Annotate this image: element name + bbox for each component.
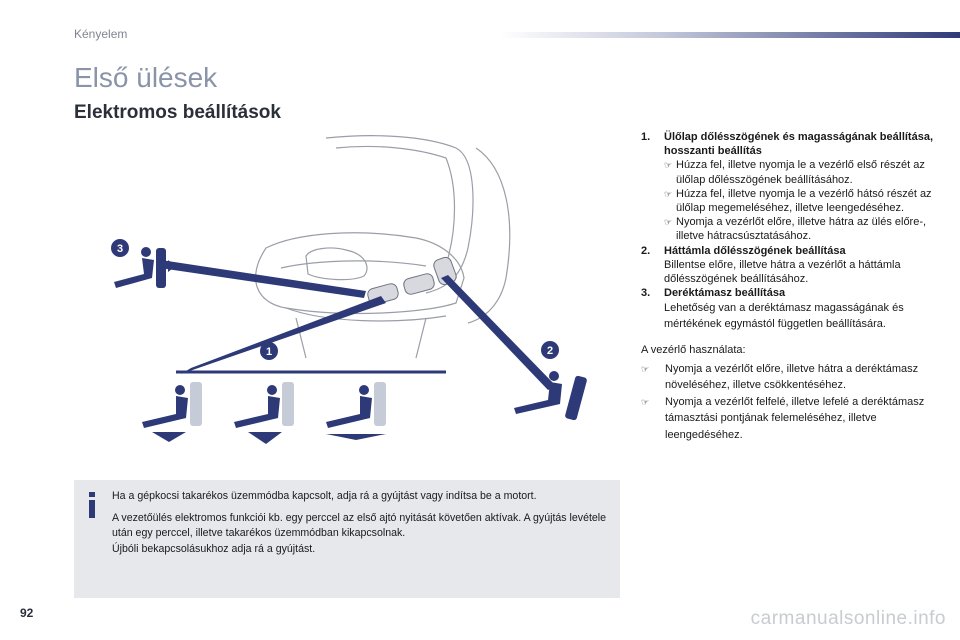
usage-intro: A vezérlő használata: — [641, 344, 746, 357]
seat-cushion-pictogram-2-icon — [234, 382, 294, 444]
svg-text:2: 2 — [546, 345, 554, 357]
usage-bullet: ☞ Nyomja a vezérlőt előre, illetve hátra a deréktámasz növeléséhez, illetve csökkentéséhez. — [641, 361, 941, 394]
item-number: 1. — [641, 131, 651, 143]
watermark: carmanualsonline.info — [750, 608, 946, 629]
item-heading: Ülőlap dőlésszögének és magasságának beállítása, hosszanti beállítás — [664, 131, 934, 158]
item-text: Lehetőség van a deréktámasz magasságának és mértékének egymástól független beállítására. — [664, 302, 904, 331]
callout-2 — [541, 341, 559, 359]
bullet: ☞ Húzza fel, illetve nyomja le a vezérlő első részét az ülőlap dőlésszögének beállításához. — [664, 158, 941, 186]
section-header: Kényelem — [74, 27, 128, 41]
seat-drawing — [256, 136, 510, 358]
seat-cushion-pictogram-3-icon — [326, 382, 386, 440]
info-paragraph: Ha a gépkocsi takarékos üzemmódba kapcsolt, adja rá a gyújtást vagy indítsa be a motort. — [112, 490, 537, 502]
instructions-column — [641, 130, 941, 443]
page-number: 92 — [20, 606, 34, 620]
seat-cushion-pictogram-1-icon — [142, 382, 202, 442]
header-gradient-bar — [500, 32, 960, 38]
seat-controls-illustration — [96, 128, 616, 448]
item-number: 2. — [641, 244, 651, 257]
info-paragraph: A vezetőülés elektromos funkciói kb. egy perccel az első ajtó nyitását követően aktívak. A gyújtás levétele után egy perccel, illetve takarékos üzemmódban kikapcsolnak. — [112, 511, 607, 540]
svg-text:3: 3 — [116, 243, 124, 255]
item-number: 3. — [641, 287, 651, 300]
instruction-item-2 — [641, 244, 941, 287]
page-title: Első ülések — [74, 62, 218, 93]
info-icon — [86, 492, 98, 518]
item-text: Billentse előre, illetve hátra a vezérlőt a háttámla dőlésszögének beállításához. — [664, 258, 901, 286]
instruction-item-3 — [641, 286, 941, 332]
svg-text:1: 1 — [265, 346, 273, 358]
item-heading: Háttámla dőlésszögének beállítása — [664, 244, 846, 257]
instruction-item-1 — [641, 130, 941, 244]
item-heading: Deréktámasz beállítása — [664, 287, 786, 300]
backrest-pictogram-icon — [514, 371, 587, 421]
usage-section — [641, 342, 941, 443]
info-text — [112, 489, 608, 563]
callout-3 — [111, 239, 129, 257]
info-paragraph: Újbóli bekapcsolásukhoz adja rá a gyújtást. — [112, 542, 316, 555]
callout-1 — [260, 342, 278, 360]
bullet: ☞ Nyomja a vezérlőt előre, illetve hátra az ülés előre-, illetve hátracsúsztatásához. — [664, 215, 941, 243]
usage-bullet: ☞ Nyomja a vezérlőt felfelé, illetve lefelé a deréktámasz támasztási pontjának felemeléséhez, illetve leengedéséhez. — [641, 394, 941, 444]
bullet: ☞ Húzza fel, illetve nyomja le a vezérlő hátsó részét az ülőlap megemeléséhez, illetve leengedéséhez. — [664, 187, 941, 215]
page-subtitle: Elektromos beállítások — [74, 102, 281, 123]
